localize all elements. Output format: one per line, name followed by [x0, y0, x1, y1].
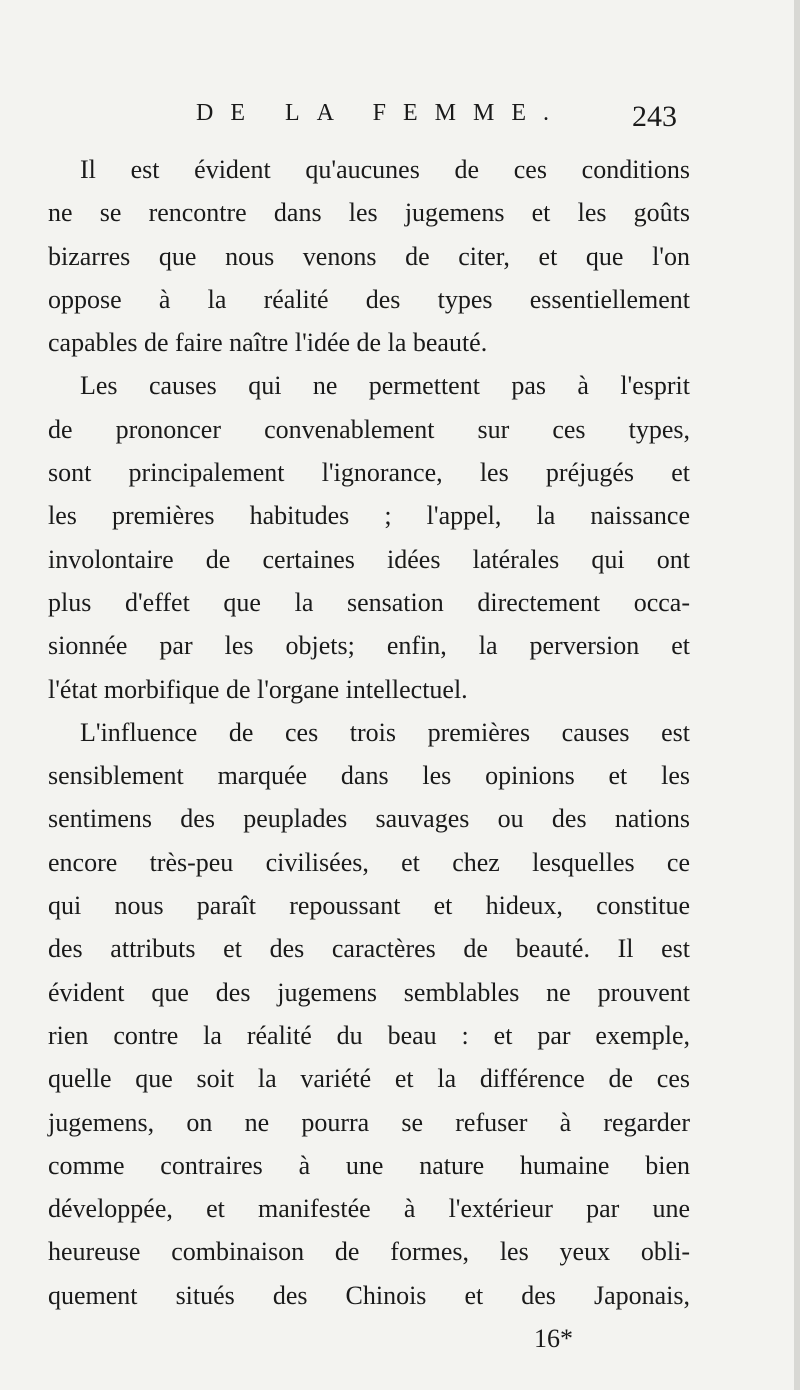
text-line: de prononcer convenablement sur ces types, — [48, 414, 690, 444]
text-line: qui nous paraît repoussant et hideux, constitue — [48, 891, 690, 921]
text-line: sentimens des peuplades sauvages ou des nations — [48, 804, 690, 834]
text-line: évident que des jugemens semblables ne prouvent — [48, 977, 690, 1007]
text-line: Les causes qui ne permettent pas à l'esprit — [80, 371, 690, 401]
signature-mark: 16* — [534, 1324, 573, 1353]
text-line: des attributs et des caractères de beauté. Il est — [48, 934, 690, 964]
text-line: sont principalement l'ignorance, les préjugés et — [48, 458, 690, 488]
text-line: quement situés des Chinois et des Japonais, — [48, 1280, 690, 1310]
text-line: capables de faire naître l'idée de la beauté. — [48, 328, 488, 358]
text-line: sionnée par les objets; enfin, la perversion et — [48, 631, 690, 661]
text-line: Il est évident qu'aucunes de ces conditions — [80, 155, 690, 184]
body-text — [48, 148, 690, 1317]
page-edge — [794, 0, 800, 1390]
text-line: les premières habitudes ; l'appel, la naissance — [48, 501, 690, 531]
text-line: comme contraires à une nature humaine bien — [48, 1150, 690, 1180]
text-line: jugemens, on ne pourra se refuser à regarder — [48, 1107, 690, 1137]
text-line: L'influence de ces trois premières causes est — [80, 717, 690, 747]
text-line: encore très-peu civilisées, et chez lesquelles ce — [48, 847, 690, 877]
text-line: bizarres que nous venons de citer, et que l'on — [48, 241, 690, 271]
text-line: heureuse combinaison de formes, les yeux obli- — [48, 1237, 690, 1267]
text-line: l'état morbifique de l'organe intellectuel. — [48, 674, 468, 704]
text-line: ne se rencontre dans les jugemens et les goûts — [48, 198, 690, 228]
text-line: sensiblement marquée dans les opinions et les — [48, 761, 690, 791]
text-line: rien contre la réalité du beau : et par exemple, — [48, 1020, 690, 1050]
text-line: développée, et manifestée à l'extérieur par une — [48, 1194, 690, 1224]
running-head: DE LA FEMME. — [196, 100, 567, 126]
page-number: 243 — [632, 100, 677, 133]
text-line: oppose à la réalité des types essentiellement — [48, 284, 690, 314]
text-line: quelle que soit la variété et la différence de ces — [48, 1064, 690, 1094]
text-line: involontaire de certaines idées latérales qui ont — [48, 544, 690, 574]
text-line: plus d'effet que la sensation directement occa- — [48, 587, 690, 617]
